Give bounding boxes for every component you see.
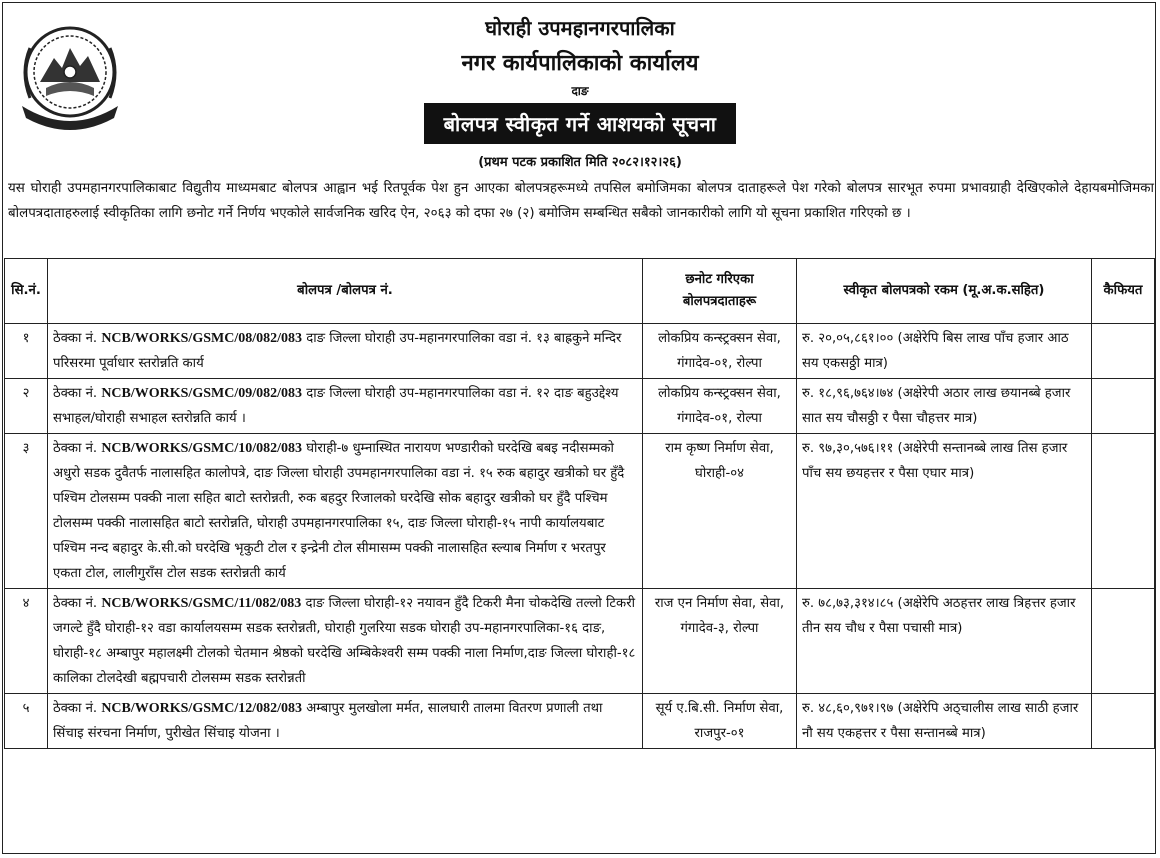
contract-number: NCB/WORKS/GSMC/10/082/083 bbox=[101, 441, 302, 456]
row-sn: ५ bbox=[5, 694, 48, 749]
contract-prefix: ठेक्का नं. bbox=[53, 596, 98, 611]
row-bidder: लोकप्रिय कन्स्ट्रक्सन सेवा, गंगादेव-०१, रोल्पा bbox=[643, 379, 797, 434]
publication-date: (प्रथम पटक प्रकाशित मिति २०८२।१२।२६) bbox=[478, 155, 682, 170]
row-remarks bbox=[1092, 379, 1155, 434]
row-remarks bbox=[1092, 694, 1155, 749]
row-sn: १ bbox=[5, 324, 48, 379]
district-name: दाङ bbox=[571, 84, 589, 98]
row-bidder: लोकप्रिय कन्स्ट्रक्सन सेवा, गंगादेव-०१, रोल्पा bbox=[643, 324, 797, 379]
table-row bbox=[5, 434, 1155, 589]
intro-paragraph: यस घोराही उपमहानगरपालिकाबाट विद्युतीय माध्यमबाट बोलपत्र आह्वान भई रितपूर्वक पेश हुन आएका बोलपत्रहरूमध्ये तपसिल बमोजिमका बोलपत्र दाताहरूले पेश गरेको बोलपत्र सारभूत रुपमा प्रभावग्राही देखिएकोले देहायबमोजिमका बोलपत्रदाताहरुलाई स्वीकृतिका लागि छनोट गर्ने निर्णय भएकोले सार्वजनिक खरिद ऐन, २०६३ को दफा २७ (२) बमोजिम सम्बन्धित सबैको जानकारीको लागि यो सूचना प्रकाशित गरिएको छ । bbox=[8, 181, 1154, 221]
notice-title: बोलपत्र स्वीकृत गर्ने आशयको सूचना bbox=[424, 103, 737, 144]
col-header-sn: सि.नं. bbox=[5, 259, 48, 324]
work-description: दाङ जिल्ला घोराही उप-महानगरपालिका वडा नं. १३ बाह्रकुने मन्दिर परिसरमा पूर्वाधार स्तरोन्नति कार्य bbox=[53, 331, 622, 371]
work-description: दाङ जिल्ला घोराही-१२ नयावन हुँदै टिकरी मैना चोकदेखि तल्लो टिकरी जगल्टे हुँदै घोराही-१२ वडा कार्यालयसम्म सडक स्तरोन्नती, घोराही गुलरिया सडक घोराही उप-महानगरपालिका-१६ दाङ, घोराही-१८ अम्बापुर महालक्ष्मी टोलको चेतमान श्रेष्ठको घरदेखि अम्बिकेश्वरी सम्म पक्की नाला निर्माण,दाङ जिल्ला घोराही-१८ कालिका टोलदेखी बह्मपचारी टोलसम्म सडक स्तरोन्नती bbox=[53, 596, 636, 686]
row-amount: रु. २०,०५,८६१।०० (अक्षेरेपि बिस लाख पाँच हजार आठ सय एकसठ्ठी मात्र) bbox=[797, 324, 1092, 379]
row-bid bbox=[48, 434, 643, 589]
row-amount: रु. ७८,७३,३१४।८५ (अक्षेरेपि अठहत्तर लाख त्रिहत्तर हजार तीन सय चौध र पैसा पचासी मात्र) bbox=[797, 589, 1092, 694]
row-bid bbox=[48, 589, 643, 694]
col-header-amount: स्वीकृत बोलपत्रको रकम (मू.अ.क.सहित) bbox=[797, 259, 1092, 324]
table-row bbox=[5, 589, 1155, 694]
contract-number: NCB/WORKS/GSMC/11/082/083 bbox=[101, 596, 302, 611]
col-header-bid: बोलपत्र /बोलपत्र नं. bbox=[48, 259, 643, 324]
row-amount: रु. ४८,६०,९७१।९७ (अक्षेरेपि अठ्चालीस लाख साठी हजार नौ सय एकहत्तर र पैसा सन्तानब्बे मात्र) bbox=[797, 694, 1092, 749]
col-header-bidder: छनोट गरिएका बोलपत्रदाताहरू bbox=[643, 259, 797, 324]
contract-prefix: ठेक्का नं. bbox=[53, 386, 98, 401]
notice-banner-wrap bbox=[0, 103, 1160, 144]
work-description: दाङ जिल्ला घोराही उप-महानगरपालिका वडा नं. १२ दाङ बहुउद्देश्य सभाहल/घोराही सभाहल स्तरोन्नति कार्य । bbox=[53, 386, 619, 426]
row-bid bbox=[48, 379, 643, 434]
bid-table bbox=[4, 258, 1155, 749]
contract-number: NCB/WORKS/GSMC/09/082/083 bbox=[101, 386, 302, 401]
row-bidder: सूर्य ए.बि.सी. निर्माण सेवा, राजपुर-०१ bbox=[643, 694, 797, 749]
contract-prefix: ठेक्का नं. bbox=[53, 441, 98, 456]
row-bidder: राम कृष्ण निर्माण सेवा, घोराही-०४ bbox=[643, 434, 797, 589]
table-row bbox=[5, 324, 1155, 379]
row-bid bbox=[48, 694, 643, 749]
table-row bbox=[5, 379, 1155, 434]
row-remarks bbox=[1092, 324, 1155, 379]
contract-prefix: ठेक्का नं. bbox=[53, 701, 98, 716]
row-remarks bbox=[1092, 434, 1155, 589]
municipality-name: घोराही उपमहानगरपालिका bbox=[485, 16, 675, 40]
row-bidder: राज एन निर्माण सेवा, सेवा, गंगादेव-३, रोल्पा bbox=[643, 589, 797, 694]
row-amount: रु. १८,९६,७६४।७४ (अक्षेरेपी अठार लाख छयानब्बे हजार सात सय चौसठ्ठी र पैसा चौहत्तर मात्र) bbox=[797, 379, 1092, 434]
work-description: घोराही-७ धुम्नास्थित नारायण भण्डारीको घरदेखि बबइ नदीसम्मको अधुरो सडक दुवैतर्फ नालासहित कालोपत्रे, दाङ जिल्ला घोराही उपमहानगरपालिका वडा नं. १५ रुक बहादुर खत्रीको घर हुँदै पश्चिम टोलसम्म पक्की नाला सहित बाटो स्तरोन्नती, रुक बहदुर रिजालको घरदेखि सोक बहादुर खत्रीको घर हुँदै पश्चिम टोलसम्म पक्की नालासहित बाटो स्तरोन्नति, घोराही उपमहानगरपालिका १५, दाङ जिल्ला घोराही-१५ नापी कार्यालयबाट पश्चिम नन्द बहादुर के.सी.को घरदेखि भृकुटी टोल र इन्द्रेनी टोल सीमासम्म पक्की नालासहित स्ल्याब निर्माण र भरतपुर एकता टोल, लालीगुराँस टोल सडक स्तरोन्नती कार्य bbox=[53, 441, 625, 581]
col-header-remarks: कैफियत bbox=[1092, 259, 1155, 324]
contract-number: NCB/WORKS/GSMC/08/082/083 bbox=[101, 331, 302, 346]
row-bid bbox=[48, 324, 643, 379]
work-description: अम्बापुर मुलखोला मर्मत, सालघारी तालमा वितरण प्रणाली तथा सिंचाइ संरचना निर्माण, पुरीखेत सिंचाइ योजना । bbox=[53, 701, 603, 741]
row-amount: रु. ९७,३०,५७६।११ (अक्षेरेपी सन्तानब्बे लाख तिस हजार पाँच सय छयहत्तर र पैसा एघार मात्र) bbox=[797, 434, 1092, 589]
table-row bbox=[5, 694, 1155, 749]
row-sn: २ bbox=[5, 379, 48, 434]
office-name: नगर कार्यपालिकाको कार्यालय bbox=[461, 51, 699, 76]
table-header-row bbox=[5, 259, 1155, 324]
contract-number: NCB/WORKS/GSMC/12/082/083 bbox=[101, 701, 302, 716]
row-remarks bbox=[1092, 589, 1155, 694]
contract-prefix: ठेक्का नं. bbox=[53, 331, 98, 346]
row-sn: ३ bbox=[5, 434, 48, 589]
row-sn: ४ bbox=[5, 589, 48, 694]
